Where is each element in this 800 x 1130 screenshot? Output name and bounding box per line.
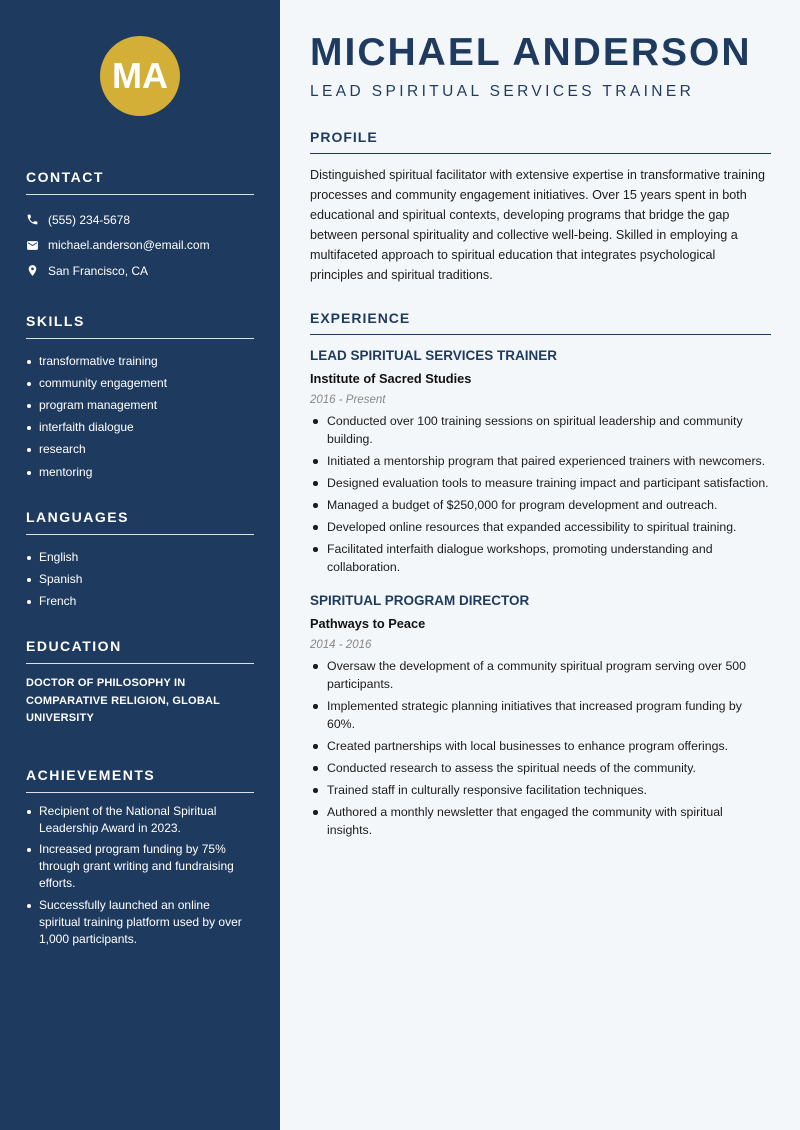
job-entry: [310, 347, 771, 576]
job-company: Institute of Sacred Studies: [310, 371, 472, 386]
profile-heading: PROFILE: [310, 129, 771, 154]
job-bullet: Designed evaluation tools to measure training impact and participant satisfaction.: [310, 474, 771, 492]
job-bullets: [310, 657, 771, 839]
skill-item: program management: [26, 394, 254, 416]
skill-item: mentoring: [26, 461, 254, 483]
achievements-list: [26, 803, 254, 949]
job-bullet: Developed online resources that expanded accessibility to spiritual training.: [310, 518, 771, 536]
job-bullet: Implemented strategic planning initiatives that increased program funding by 60%.: [310, 697, 771, 733]
job-bullet: Trained staff in culturally responsive facilitation techniques.: [310, 781, 771, 799]
job-bullet: Managed a budget of $250,000 for program development and outreach.: [310, 496, 771, 514]
job-bullet: Conducted research to assess the spiritual needs of the community.: [310, 759, 771, 777]
location-pin-icon: [26, 264, 39, 277]
location-text: San Francisco, CA: [48, 263, 149, 278]
job-bullet: Oversaw the development of a community spiritual program serving over 500 participants.: [310, 657, 771, 693]
avatar: MA: [100, 36, 180, 116]
languages-list: [26, 546, 254, 613]
job-title: LEAD SPIRITUAL SERVICES TRAINER: [310, 348, 558, 363]
achievement-item: Successfully launched an online spiritual training platform used by over 1,000 participants.: [26, 897, 254, 949]
languages-heading: LANGUAGES: [26, 509, 254, 535]
achievements-heading: ACHIEVEMENTS: [26, 767, 254, 793]
experience-heading: EXPERIENCE: [310, 310, 771, 335]
skill-item: interfaith dialogue: [26, 416, 254, 438]
contact-phone: [26, 207, 254, 233]
job-bullet: Conducted over 100 training sessions on spiritual leadership and community building.: [310, 412, 771, 448]
job-bullet: Authored a monthly newsletter that engaged the community with spiritual insights.: [310, 803, 771, 839]
education-degree: DOCTOR OF PHILOSOPHY IN COMPARATIVE RELIGION, GLOBAL UNIVERSITY: [26, 677, 220, 725]
language-item: English: [26, 546, 254, 568]
phone-number: (555) 234-5678: [48, 212, 131, 227]
skill-item: community engagement: [26, 372, 254, 394]
contact-location: [26, 258, 254, 284]
language-item: Spanish: [26, 568, 254, 590]
job-dates: 2016 - Present: [310, 394, 386, 406]
achievement-item: Recipient of the National Spiritual Leadership Award in 2023.: [26, 803, 254, 837]
skill-item: research: [26, 438, 254, 460]
phone-icon: [26, 213, 39, 226]
language-item: French: [26, 590, 254, 612]
contact-heading: CONTACT: [26, 169, 254, 195]
main-content: [310, 30, 771, 843]
job-bullet: Created partnerships with local businesses to enhance program offerings.: [310, 737, 771, 755]
education-heading: EDUCATION: [26, 638, 254, 664]
job-title: SPIRITUAL PROGRAM DIRECTOR: [310, 593, 530, 608]
skill-item: transformative training: [26, 350, 254, 372]
job-bullet: Facilitated interfaith dialogue workshops, promoting understanding and collaboration.: [310, 540, 771, 576]
person-name: MICHAEL ANDERSON: [310, 31, 752, 74]
job-bullets: [310, 412, 771, 576]
sidebar: [0, 0, 280, 1130]
profile-text: Distinguished spiritual facilitator with extensive expertise in transformative training processes and community engagement initiatives. Over 15 years spent in both educational and spiritual contexts, developing programs that bridge the gap between personal spirituality and collective well-being. Skilled in employing a multifaceted approach to spiritual education that integrates psychological principles and spiritual traditions.: [310, 168, 765, 282]
contact-list: [26, 207, 254, 284]
job-dates: 2014 - 2016: [310, 639, 372, 651]
job-bullet: Initiated a mentorship program that paired experienced trainers with newcomers.: [310, 452, 771, 470]
envelope-icon: [26, 239, 39, 252]
contact-email: [26, 233, 254, 259]
job-company: Pathways to Peace: [310, 616, 426, 631]
email-address: michael.anderson@email.com: [48, 238, 210, 253]
job-entry: [310, 592, 771, 839]
job-title-header: LEAD SPIRITUAL SERVICES TRAINER: [310, 83, 695, 100]
skills-list: [26, 350, 254, 483]
achievement-item: Increased program funding by 75% through grant writing and fundraising efforts.: [26, 841, 254, 893]
skills-heading: SKILLS: [26, 313, 254, 339]
